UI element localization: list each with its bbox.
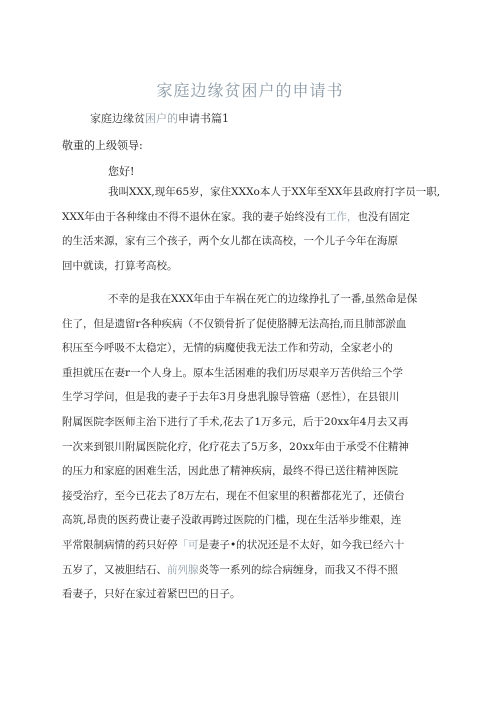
paragraph-line: 看妻子，只好在家过着紧巴巴的日子。 xyxy=(62,588,241,601)
paragraph-line xyxy=(62,205,437,230)
paragraph-line: 住了，但是遗留r各种疾病（不仅锁骨折了促使胳膊无法高抬,而且肺部淤血 xyxy=(62,317,407,330)
section-heading-pre: 家庭边缘贫 xyxy=(90,112,145,125)
paragraph-text: 炎等一系列的综合病缠身，而我又不得不照 xyxy=(198,563,398,576)
paragraph-line: 高筑,昂贵的医药费让妻子没敢再跨过医院的门槛，现在生活举步维艰，连 xyxy=(62,514,402,527)
paragraph-text: XXX年由于各种缘由不得不退休在家。我的妻子始终没有 xyxy=(62,210,326,223)
paragraph-text: 五岁了，又被胆结石、 xyxy=(62,563,167,576)
paragraph-highlight: 前列腺 xyxy=(167,563,199,576)
paragraph-line: 回中就读，打算考高校。 xyxy=(62,259,178,272)
paragraph-line: 接受治疗，至今已花去了8万左右，现在不但家里的积蓄都花光了，还债台 xyxy=(62,489,405,502)
paragraph-text: 平常限制病情的药只好停 xyxy=(62,538,178,551)
paragraph-line: 我叫XXX,现年65岁，家住XXXo本人于XX年至XX年县政府打字员一职, xyxy=(108,186,441,198)
paragraph-line: 的压力和家庭的困难生活，因此患了精神疾病，最终不得已送往精神医院 xyxy=(62,465,398,478)
salutation: 敬重的上级领导: xyxy=(62,139,143,152)
paragraph-1 xyxy=(62,180,441,278)
paragraph-line xyxy=(62,533,437,558)
paragraph-highlight: 「可 xyxy=(177,538,199,551)
paragraph-2 xyxy=(62,287,437,607)
paragraph-line: 生学习学问，但是我的妻子于去年3月身患乳腺导管癌（恶性），在县银川 xyxy=(62,391,400,404)
paragraph-highlight: 工作， xyxy=(325,210,358,223)
document-title: 家庭边缘贫困户的申请书 xyxy=(156,81,344,100)
paragraph-line: 附属医院李医师主治下进行了手术,花去了1万多元，后于20xx年4月去又再 xyxy=(62,415,409,428)
paragraph-text: 也没有固定 xyxy=(357,210,410,223)
paragraph-line: 的生活来源，家有三个孩子，两个女儿都在读高校，一个儿子今年在海原 xyxy=(62,235,398,248)
section-heading-highlight: 困户的 xyxy=(145,112,178,125)
paragraph-line xyxy=(62,558,437,583)
paragraph-line: 一次来到银川附属医院化疗，化疗花去了5万多，20xx年由于承受不住精神 xyxy=(62,440,409,453)
section-heading xyxy=(90,110,229,126)
section-heading-post: 申请书篇1 xyxy=(178,112,229,125)
paragraph-line: 不幸的是我在XXX年由于车祸在死亡的边缘挣扎了一番,虽然命是保 xyxy=(108,293,418,305)
greeting: 您好! xyxy=(108,165,135,178)
paragraph-line: 重担就压在妻r一个人身上。原本生活困难的我们历尽艰辛万苦供给三个学 xyxy=(62,366,404,379)
paragraph-line: 积压至今呼吸不太稳定），无情的病魔使我无法工作和劳动，全家老小的 xyxy=(62,342,393,355)
paragraph-text: 是妻子•的状况还是不太好，如今我已经六十 xyxy=(198,538,405,551)
